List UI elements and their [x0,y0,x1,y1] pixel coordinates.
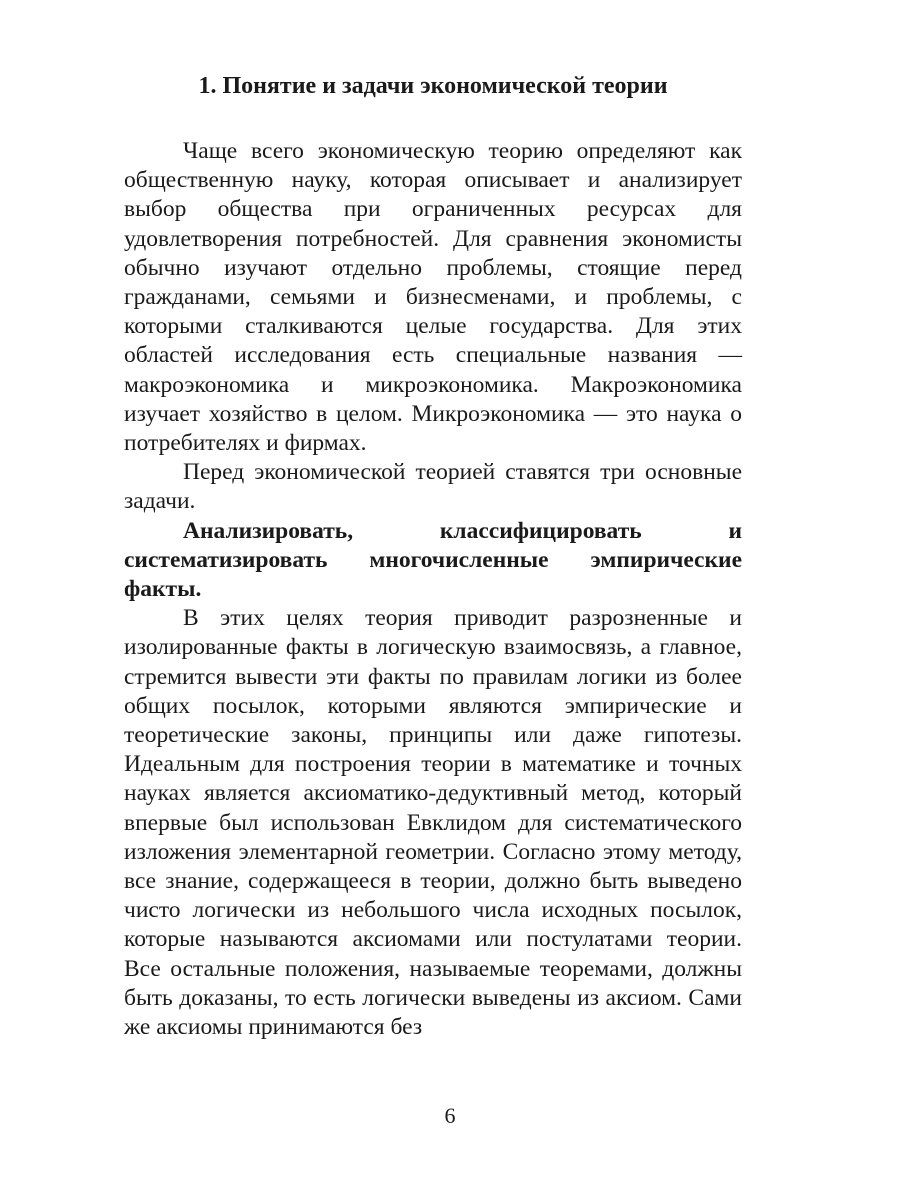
paragraph-definition: Чаще всего экономическую теорию определяют как общественную науку, которая описывает и анализирует выбор общества при ограниченных ресурсах для удовлетворения потребностей. Для сравнения экономисты обычно изучают отдельно проблемы, стоящие перед гражданами, семьями и бизнесменами, и проблемы, с которыми сталкиваются целые государства. Для этих областей исследования есть специальные названия — макроэкономика и микроэкономика. Макроэкономика изучает хозяйство в целом. Микроэкономика — это наука о потребителях и фирмах. [124,138,742,457]
paragraph-method: В этих целях теория приводит разрозненные и изолированные факты в логическую взаимосвязь, а главное, стремится вывести эти факты по правилам логики из более общих посылок, которыми являются эмпирические и теоретические законы, принципы или даже гипотезы. Идеальным для построения теории в математике и точных науках является аксиоматико-дедуктивный метод, который впервые был использован Евклидом для систематического изложения элементарной геометрии. Согласно этому методу, все знание, содержащееся в теории, должно быть выведено чисто логически из небольшого числа исходных посылок, которые называются аксиомами или постулатами теории. Все остальные положения, называемые теоремами, должны быть доказаны, то есть логически выведены из аксиом. Сами же аксиомы принимаются без [124,605,742,1041]
document-page [124,70,742,1130]
paragraph-tasks-intro: Перед экономической теорией ставятся три основные задачи. [124,459,742,515]
paragraph-task-one: Анализировать, классифицировать и систематизировать многочисленные эмпирические факты. [124,517,742,603]
section-heading: 1. Понятие и задачи экономической теории [198,73,668,99]
page-number: 6 [444,1103,456,1128]
